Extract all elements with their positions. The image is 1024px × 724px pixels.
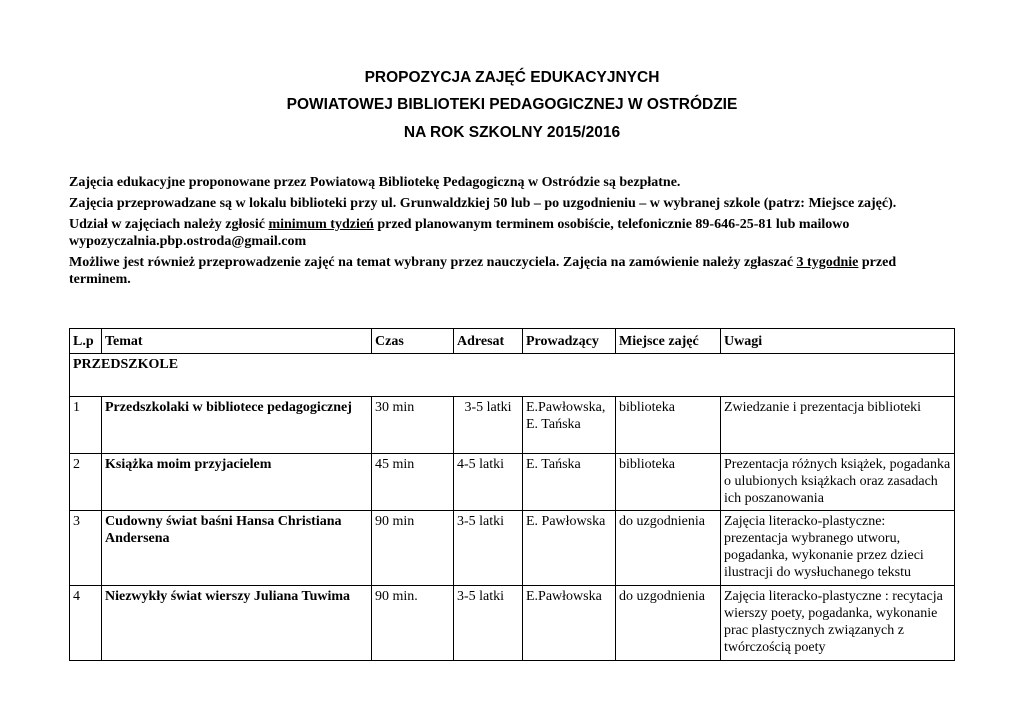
table-header-row: [70, 329, 955, 354]
prowadzacy-line-2: E. Tańska: [526, 417, 581, 432]
cell-lp: 1: [70, 397, 102, 454]
cell-adresat: 3-5 latki: [454, 397, 523, 454]
cell-temat: Cudowny świat baśni Hansa Christiana Andersena: [102, 511, 372, 586]
cell-lp: 3: [70, 511, 102, 586]
cell-prowadzacy: [523, 397, 616, 454]
title-line-1: PROPOZYCJA ZAJĘĆ EDUKACYJNYCH: [364, 69, 660, 86]
header-prowadzacy: Prowadzący: [523, 329, 616, 354]
cell-uwagi: Zajęcia literacko-plastyczne: prezentacja wybranego utworu, pogadanka, wykonanie przez dzieci ilustracji do wysłuchanego tekstu: [721, 511, 955, 586]
header-czas: Czas: [372, 329, 454, 354]
cell-czas: 90 min.: [372, 586, 454, 661]
cell-lp: 4: [70, 586, 102, 661]
table-row: [70, 511, 955, 586]
table-row: [70, 397, 955, 454]
header-temat: Temat: [102, 329, 372, 354]
cell-temat: Przedszkolaki w bibliotece pedagogicznej: [102, 397, 372, 454]
cell-prowadzacy: E. Tańska: [523, 454, 616, 511]
header-lp: L.p: [70, 329, 102, 354]
table-row: [70, 454, 955, 511]
custom-text-before: Możliwe jest również przeprowadzenie zajęć na temat wybrany przez nauczyciela. Zajęcia na zamówienie należy zgłaszać: [69, 255, 797, 270]
custom-text-line2: terminem.: [69, 272, 131, 287]
intro-paragraph-location: Zajęcia przeprowadzane są w lokalu biblioteki przy ul. Grunwaldzkiej 50 lub – po uzgodnieniu – w wybranej szkole (patrz: Miejsce zajęć).: [69, 196, 897, 211]
cell-adresat: 4-5 latki: [454, 454, 523, 511]
title-line-3: NA ROK SZKOLNY 2015/2016: [403, 124, 621, 141]
classes-table: [69, 328, 955, 661]
intro-paragraph-custom: [69, 254, 959, 288]
cell-temat: Książka moim przyjacielem: [102, 454, 372, 511]
cell-miejsce: biblioteka: [616, 454, 721, 511]
cell-uwagi: Prezentacja różnych książek, pogadanka o ulubionych książkach oraz zasadach ich poszanowania: [721, 454, 955, 511]
header-miejsce: Miejsce zajęć: [616, 329, 721, 354]
header-uwagi: Uwagi: [721, 329, 955, 354]
custom-deadline: 3 tygodnie: [796, 255, 859, 270]
title-line-2: POWIATOWEJ BIBLIOTEKI PEDAGOGICZNEJ W OSTRÓDZIE: [286, 96, 738, 113]
signup-deadline: minimum tydzień: [268, 217, 374, 232]
signup-text-before: Udział w zajęciach należy zgłosić: [69, 217, 269, 232]
table-row: [70, 586, 955, 661]
cell-uwagi: Zwiedzanie i prezentacja biblioteki: [721, 397, 955, 454]
cell-adresat: 3-5 latki: [454, 511, 523, 586]
cell-temat: Niezwykły świat wierszy Juliana Tuwima: [102, 586, 372, 661]
section-row: [70, 354, 955, 397]
cell-lp: 2: [70, 454, 102, 511]
cell-miejsce: do uzgodnienia: [616, 586, 721, 661]
cell-uwagi: Zajęcia literacko-plastyczne : recytacja wierszy poety, pogadanka, wykonanie prac plastycznych związanych z twórczością poety: [721, 586, 955, 661]
custom-text-after: przed: [858, 255, 897, 270]
header-adresat: Adresat: [454, 329, 523, 354]
cell-prowadzacy: E. Pawłowska: [523, 511, 616, 586]
contact-email[interactable]: wypozyczalnia.pbp.ostroda@gmail.com: [69, 234, 307, 249]
cell-prowadzacy: E.Pawłowska: [523, 586, 616, 661]
prowadzacy-line-1: E.Pawłowska,: [526, 400, 606, 415]
cell-adresat: 3-5 latki: [454, 586, 523, 661]
intro-paragraph-signup: [69, 216, 959, 250]
cell-miejsce: biblioteka: [616, 397, 721, 454]
signup-text-after: przed planowanym terminem osobiście, telefonicznie 89-646-25-81 lub mailowo: [373, 217, 850, 232]
cell-czas: 45 min: [372, 454, 454, 511]
intro-paragraph-free: Zajęcia edukacyjne proponowane przez Powiatową Bibliotekę Pedagogiczną w Ostródzie są bezpłatne.: [69, 175, 681, 190]
cell-miejsce: do uzgodnienia: [616, 511, 721, 586]
intro-section: [69, 174, 959, 292]
section-title: PRZEDSZKOLE: [70, 354, 955, 397]
cell-czas: 30 min: [372, 397, 454, 454]
cell-czas: 90 min: [372, 511, 454, 586]
